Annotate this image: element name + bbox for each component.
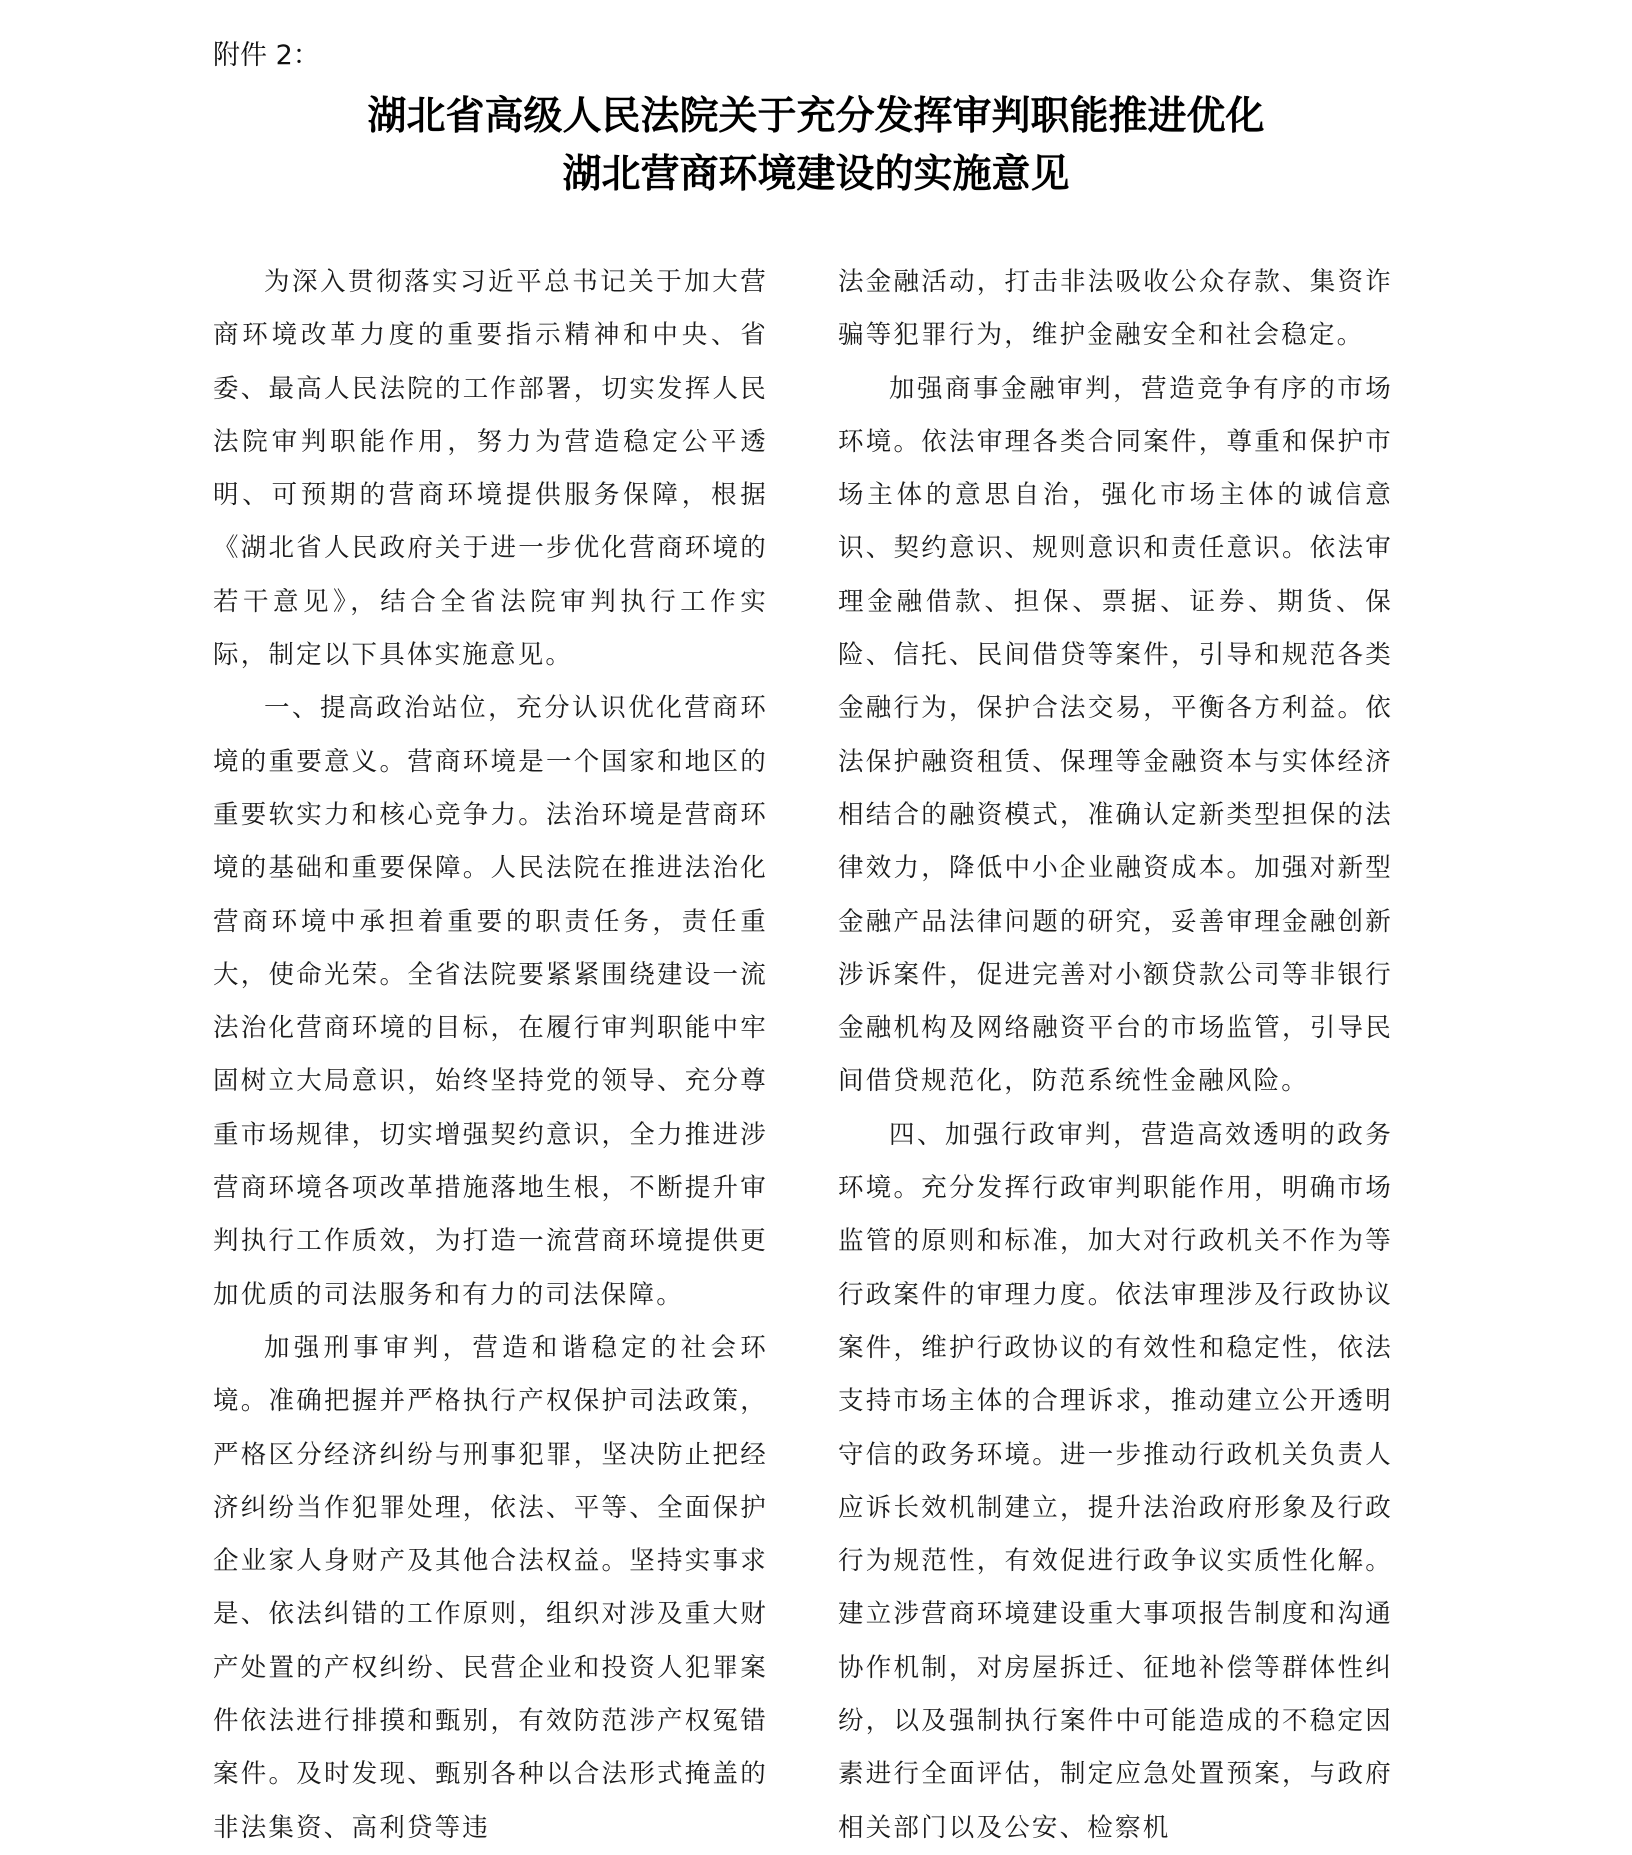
attachment-label: 附件 2： (213, 40, 320, 71)
left-paragraph-3: 加强刑事审判，营造和谐稳定的社会环境。准确把握并严格执行产权保护司法政策，严格区分经济纠纷与刑事犯罪，坚决防止把经济纠纷当作犯罪处理，依法、平等、全面保护企业家人身财产及其他合法权益。坚持实事求是、依法纠错的工作原则，组织对涉及重大财产处置的产权纠纷、民营企业和投资人犯罪案件依法进行排摸和甄别，有效防范涉产权冤错案件。及时发现、甄别各种以合法形式掩盖的非法集资、高利贷等违 (213, 1332, 768, 1843)
right-paragraph-3: 四、加强行政审判，营造高效透明的政务环境。充分发挥行政审判职能作用，明确市场监管的原则和标准，加大对行政机关不作为等行政案件的审理力度。依法审理涉及行政协议案件，维护行政协议的有效性和稳定性，依法支持市场主体的合理诉求，推动建立公开透明守信的政务环境。进一步推动行政机关负责人应诉长效机制建立，提升法治政府形象及行政行为规范性，有效促进行政争议实质性化解。建立涉营商环境建设重大事项报告制度和沟通协作机制，对房屋拆迁、征地补偿等群体性纠纷，以及强制执行案件中可能造成的不稳定因素进行全面评估，制定应急处置预案，与政府相关部门以及公安、检察机 (838, 1119, 1393, 1843)
left-paragraph-1: 为深入贯彻落实习近平总书记关于加大营商环境改革力度的重要指示精神和中央、省委、最高人民法院的工作部署，切实发挥人民法院审判职能作用，努力为营造稳定公平透明、可预期的营商环境提供服务保障，根据《湖北省人民政府关于进一步优化营商环境的若干意见》，结合全省法院审判执行工作实际，制定以下具体实施意见。 (213, 267, 768, 671)
title-line-2: 湖北营商环境建设的实施意见 (562, 152, 1070, 197)
left-paragraph-2: 一、提高政治站位，充分认识优化营商环境的重要意义。营商环境是一个国家和地区的重要软实力和核心竞争力。法治环境是营商环境的基础和重要保障。人民法院在推进法治化营商环境中承担着重要的职责任务，责任重大，使命光荣。全省法院要紧紧围绕建设一流法治化营商环境的目标，在履行审判职能中牢固树立大局意识，始终坚持党的领导、充分尊重市场规律，切实增强契约意识，全力推进涉营商环境各项改革措施落地生根，不断提升审判执行工作质效，为打造一流营商环境提供更加优质的司法服务和有力的司法保障。 (213, 693, 768, 1310)
left-column (213, 256, 768, 1855)
title-line-1: 湖北省高级人民法院关于充分发挥审判职能推进优化 (367, 94, 1265, 139)
right-paragraph-1: 法金融活动，打击非法吸收公众存款、集资诈骗等犯罪行为，维护金融安全和社会稳定。 (838, 267, 1393, 351)
right-column (838, 256, 1393, 1855)
document-title (0, 88, 1632, 204)
body-columns (213, 256, 1393, 1843)
right-paragraph-2: 加强商事金融审判，营造竞争有序的市场环境。依法审理各类合同案件，尊重和保护市场主体的意思自治，强化市场主体的诚信意识、契约意识、规则意识和责任意识。依法审理金融借款、担保、票据、证券、期货、保险、信托、民间借贷等案件，引导和规范各类金融行为，保护合法交易，平衡各方利益。依法保护融资租赁、保理等金融资本与实体经济相结合的融资模式，准确认定新类型担保的法律效力，降低中小企业融资成本。加强对新型金融产品法律问题的研究，妥善审理金融创新涉诉案件，促进完善对小额贷款公司等非银行金融机构及网络融资平台的市场监管，引导民间借贷规范化，防范系统性金融风险。 (838, 373, 1393, 1097)
